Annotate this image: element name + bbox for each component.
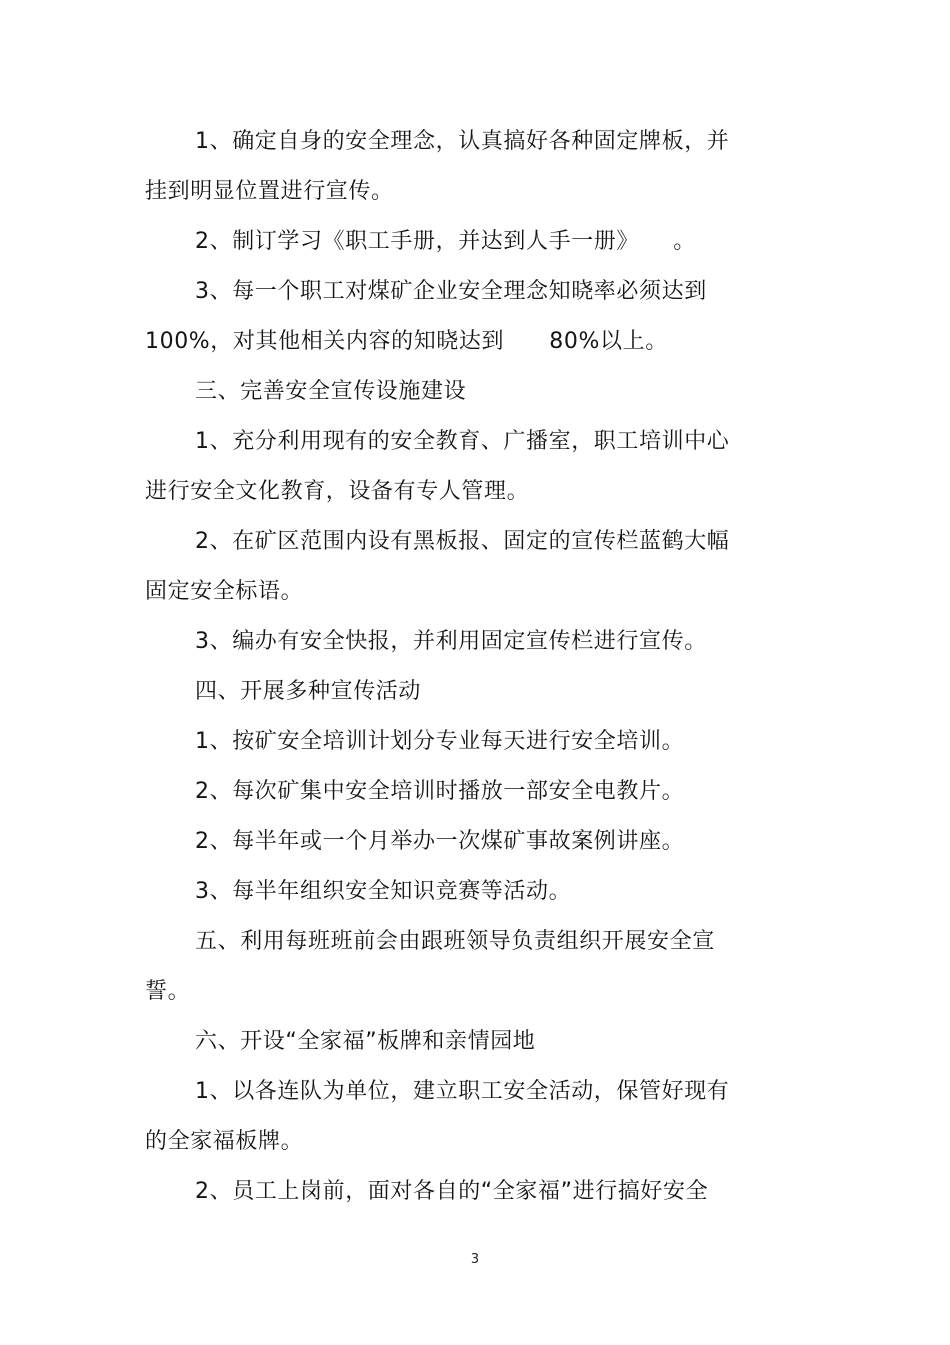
- paragraph-line: 进行安全文化教育，设备有专人管理。: [145, 479, 530, 504]
- paragraph-line: 的全家福板牌。: [145, 1129, 304, 1154]
- paragraph-line: 1、充分利用现有的安全教育、广播室，职工培训中心: [195, 429, 730, 454]
- paragraph-line: 誓。: [145, 979, 191, 1004]
- paragraph-line: 2、在矿区范围内设有黑板报、固定的宣传栏蓝鹤大幅: [195, 529, 730, 554]
- paragraph-line: 挂到明显位置进行宣传。: [145, 179, 394, 204]
- paragraph-line: 固定安全标语。: [145, 579, 304, 604]
- paragraph-line: 2、每次矿集中安全培训时播放一部安全电教片。: [195, 779, 685, 804]
- paragraph-line: 3、每一个职工对煤矿企业安全理念知晓率必须达到: [195, 279, 707, 304]
- paragraph-line: 1、确定自身的安全理念，认真搞好各种固定牌板，并: [195, 129, 730, 154]
- section-heading: 四、开展多种宣传活动: [195, 679, 422, 704]
- section-heading: 六、开设“全家福”板牌和亲情园地: [195, 1029, 536, 1054]
- paragraph-line: 3、每半年组织安全知识竞赛等活动。: [195, 879, 572, 904]
- paragraph-line: 2、员工上岗前，面对各自的“全家福”进行搞好安全: [195, 1179, 709, 1204]
- paragraph-line: 2、每半年或一个月举办一次煤矿事故案例讲座。: [195, 829, 685, 854]
- section-heading: 三、完善安全宣传设施建设: [195, 379, 467, 404]
- paragraph-line: 100%，对其他相关内容的知晓达到 80%以上。: [145, 329, 668, 354]
- section-heading: 五、利用每班班前会由跟班领导负责组织开展安全宣: [195, 929, 715, 954]
- paragraph-line: 1、按矿安全培训计划分专业每天进行安全培训。: [195, 729, 685, 754]
- paragraph-line: 1、以各连队为单位，建立职工安全活动，保管好现有: [195, 1079, 730, 1104]
- page-number: 3: [470, 1252, 480, 1267]
- paragraph-line: 2、制订学习《职工手册，并达到人手一册》 。: [195, 229, 696, 254]
- paragraph-line: 3、编办有安全快报，并利用固定宣传栏进行宣传。: [195, 629, 707, 654]
